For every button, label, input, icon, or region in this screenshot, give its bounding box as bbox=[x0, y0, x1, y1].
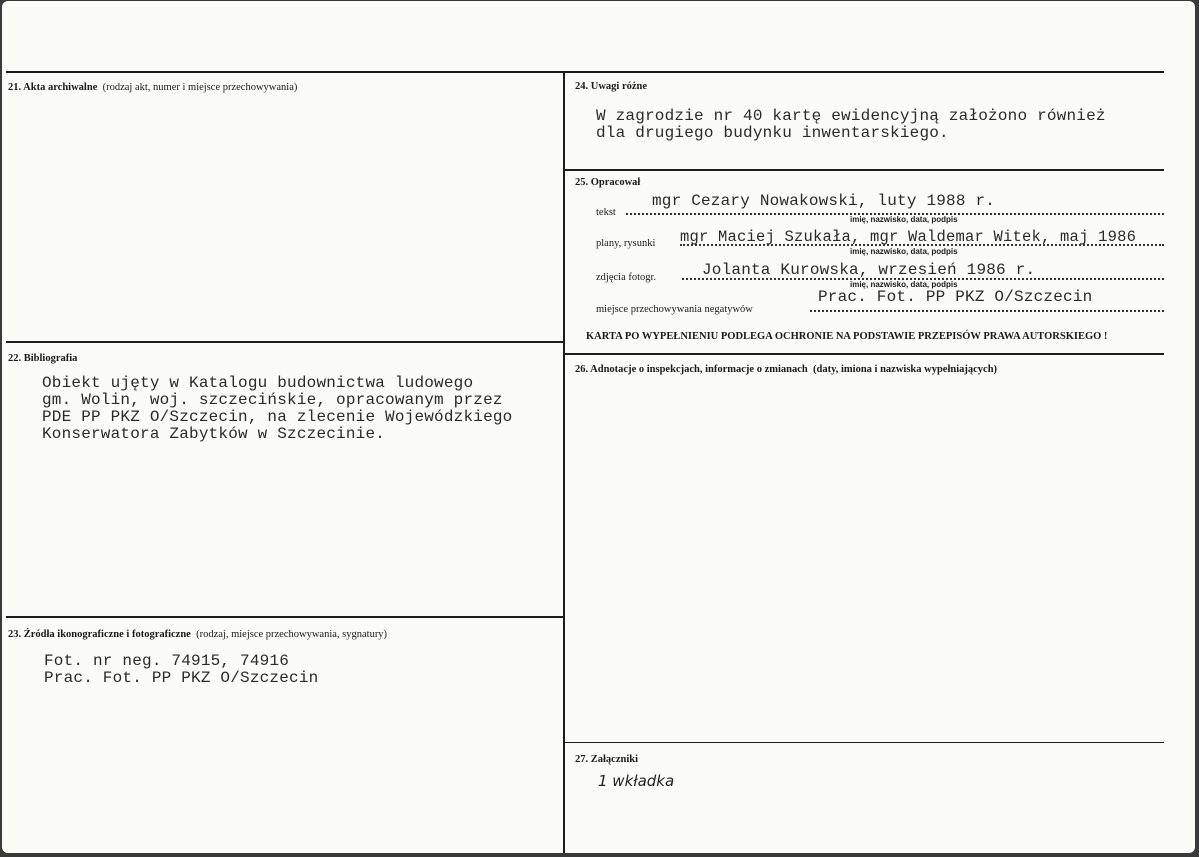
tekst-caption: imię, nazwisko, data, podpis bbox=[850, 215, 958, 224]
rule-22-23 bbox=[6, 616, 563, 618]
plany-label: plany, rysunki bbox=[596, 238, 656, 249]
negatywy-dotted-line bbox=[810, 310, 1164, 312]
tekst-value: mgr Cezary Nowakowski, luty 1988 r. bbox=[652, 192, 996, 210]
negatywy-value: Prac. Fot. PP PKZ O/Szczecin bbox=[818, 288, 1093, 306]
zdjecia-label: zdjęcia fotogr. bbox=[596, 272, 657, 283]
tekst-label: tekst bbox=[596, 207, 616, 218]
section-21-label: 21. Akta archiwalne (rodzaj akt, numer i miejsce przechowywania) bbox=[8, 82, 298, 93]
section-26-label: 26. Adnotacje o inspekcjach, informacje o zmianach (daty, imiona i nazwiska wypełniających) bbox=[575, 364, 998, 375]
section-23-label: 23. Źródła ikonograficzne i fotograficzne (rodzaj, miejsce przechowywania, sygnatury) bbox=[8, 629, 388, 640]
rule-21-22 bbox=[6, 341, 563, 343]
plany-value: mgr Maciej Szukała, mgr Waldemar Witek, maj 1986 bbox=[680, 228, 1137, 246]
remarks-line-2: dla drugiego budynku inwentarskiego. bbox=[596, 124, 949, 142]
rule-25-26 bbox=[565, 353, 1164, 355]
section-22-label: 22. Bibliografia bbox=[8, 353, 78, 364]
sources-line-1: Fot. nr neg. 74915, 74916 bbox=[44, 652, 290, 670]
negatywy-label: miejsce przechowywania negatywów bbox=[596, 304, 753, 315]
section-24-label: 24. Uwagi różne bbox=[575, 81, 648, 92]
section-25-label: 25. Opracował bbox=[575, 177, 641, 188]
bibliography-line-1: Obiekt ujęty w Katalogu budownictwa ludowego bbox=[42, 374, 474, 392]
section-21-hint: (rodzaj akt, numer i miejsce przechowywania) bbox=[102, 82, 298, 93]
bibliography-line-4: Konserwatora Zabytków w Szczecinie. bbox=[42, 425, 386, 443]
record-card bbox=[2, 1, 1195, 853]
rule-26-27 bbox=[565, 742, 1164, 743]
plany-caption: imię, nazwisko, data, podpis bbox=[850, 247, 958, 256]
sources-line-2: Prac. Fot. PP PKZ O/Szczecin bbox=[44, 669, 319, 687]
section-26-hint: (daty, imiona i nazwiska wypełniających) bbox=[812, 364, 998, 375]
column-divider bbox=[563, 71, 565, 853]
copyright-warning: KARTA PO WYPEŁNIENIU PODLEGA OCHRONIE NA PODSTAWIE PRZEPISÓW PRAWA AUTORSKIEGO ! bbox=[586, 331, 1108, 342]
zdjecia-caption: imię, nazwisko, data, podpis bbox=[850, 280, 958, 289]
section-27-label: 27. Załączniki bbox=[575, 754, 639, 765]
bibliography-line-3: PDE PP PKZ O/Szczecin, na zlecenie Wojewódzkiego bbox=[42, 408, 513, 426]
section-23-hint: (rodzaj, miejsce przechowywania, sygnatury) bbox=[196, 629, 388, 640]
bibliography-line-2: gm. Wolin, woj. szczecińskie, opracowanym przez bbox=[42, 391, 503, 409]
zdjecia-value: Jolanta Kurowska, wrzesień 1986 r. bbox=[702, 261, 1036, 279]
attachments-value: 1 wkładka bbox=[598, 772, 675, 790]
remarks-line-1: W zagrodzie nr 40 kartę ewidencyjną założono również bbox=[596, 107, 1106, 125]
rule-24-25 bbox=[565, 169, 1164, 171]
top-rule bbox=[6, 71, 1164, 73]
